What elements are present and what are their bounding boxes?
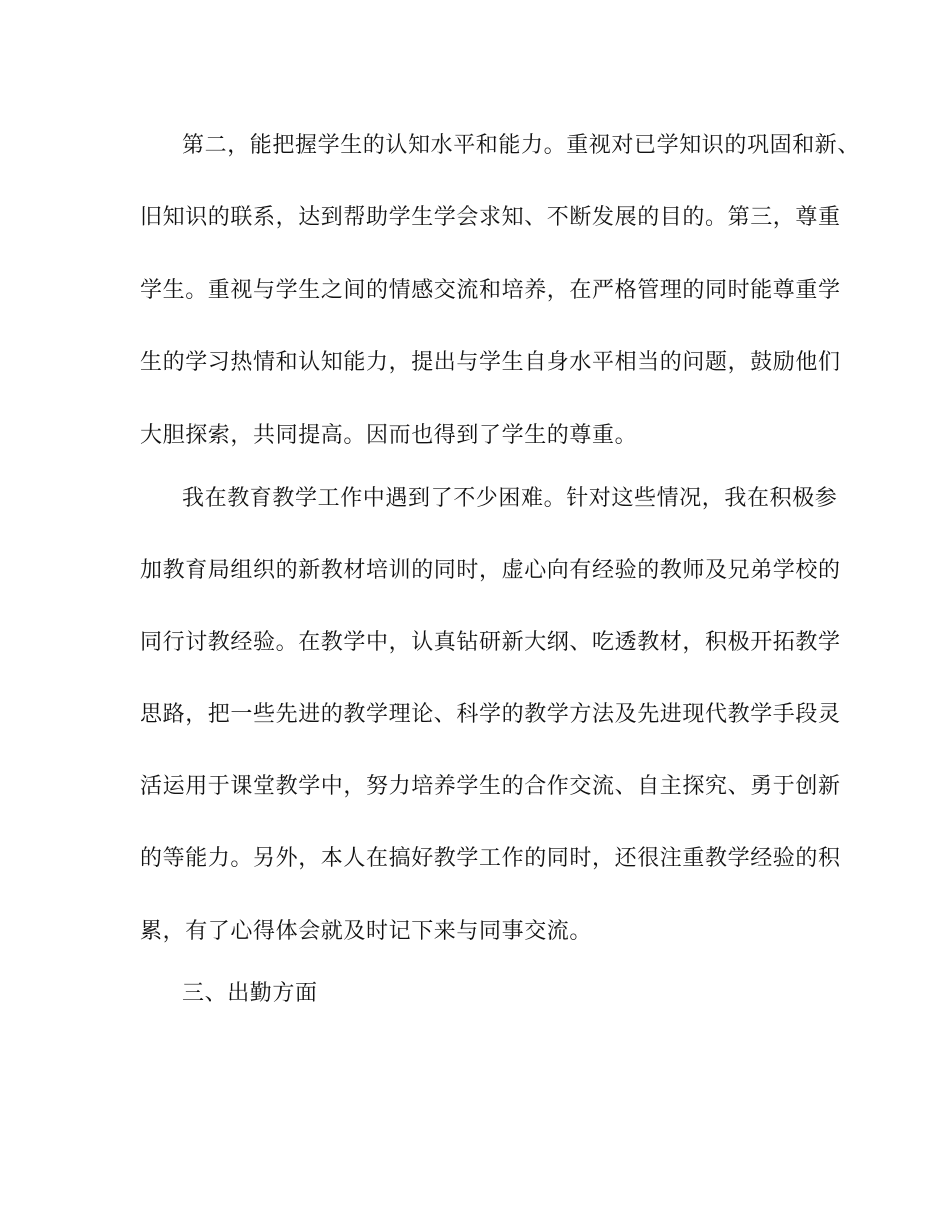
paragraph-2-line-6: 的等能力。另外，本人在搞好教学工作的同时，还很注重教学经验的积	[140, 846, 841, 871]
paragraph-1-line-5: 大胆探索，共同提高。因而也得到了学生的尊重。	[140, 423, 638, 448]
paragraph-2-line-7: 累，有了心得体会就及时记下来与同事交流。	[140, 919, 593, 944]
paragraph-2-line-2: 加教育局组织的新教材培训的同时，虚心向有经验的教师及兄弟学校的	[140, 558, 841, 583]
paragraph-1-line-3: 学生。重视与学生之间的情感交流和培养，在严格管理的同时能尊重学	[140, 278, 841, 303]
paragraph-2-line-5: 活运用于课堂教学中，努力培养学生的合作交流、自主探究、勇于创新	[140, 774, 841, 799]
paragraph-1-line-4: 生的学习热情和认知能力，提出与学生自身水平相当的问题，鼓励他们	[140, 350, 841, 375]
paragraph-1-line-2: 旧知识的联系，达到帮助学生学会求知、不断发展的目的。第三，尊重	[140, 205, 841, 230]
paragraph-2-line-1: 我在教育教学工作中遇到了不少困难。针对这些情况，我在积极参	[182, 486, 838, 511]
section-heading-attendance: 三、出勤方面	[182, 981, 318, 1006]
paragraph-2-line-3: 同行讨教经验。在教学中，认真钻研新大纲、吃透教材，积极开拓教学	[140, 630, 841, 655]
paragraph-2-line-4: 思路，把一些先进的教学理论、科学的教学方法及先进现代教学手段灵	[140, 702, 841, 727]
paragraph-1-line-1: 第二，能把握学生的认知水平和能力。重视对已学知识的巩固和新、	[182, 133, 861, 158]
